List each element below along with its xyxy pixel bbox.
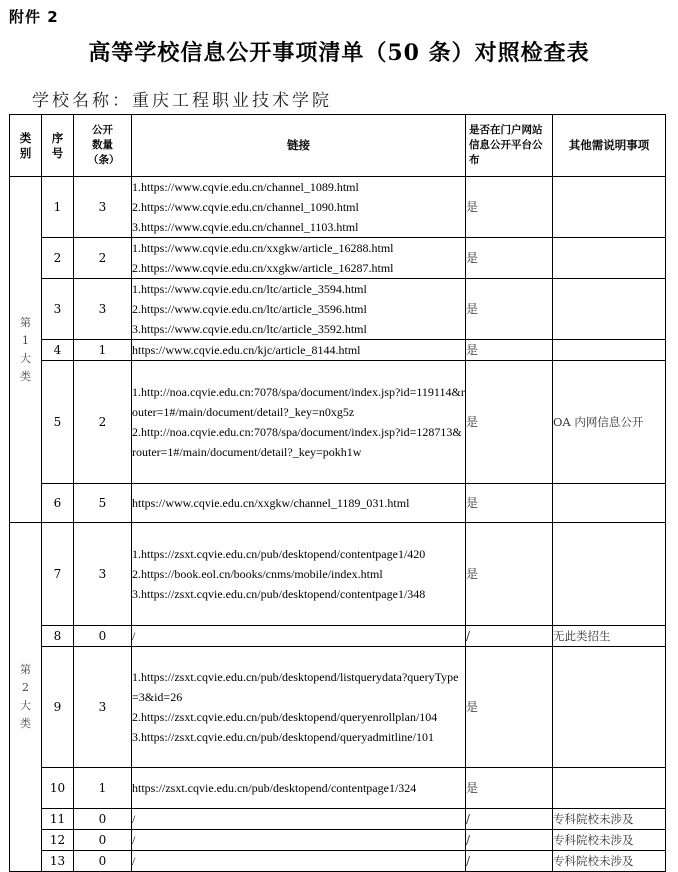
link-text[interactable]: 3.https://www.cqvie.edu.cn/ltc/article_3592.html: [132, 322, 367, 336]
category-label: 第2大类: [20, 663, 31, 730]
link-text[interactable]: 2.https://www.cqvie.edu.cn/ltc/article_3596.html: [132, 302, 367, 316]
row-note: 专科院校未涉及: [553, 851, 666, 872]
published-status: /: [466, 809, 553, 830]
link-text: /: [132, 812, 136, 826]
table-row: [10, 177, 666, 238]
link-text[interactable]: 2.https://www.cqvie.edu.cn/xxgkw/article_16287.html: [132, 261, 394, 275]
links-cell: [132, 809, 466, 830]
link-text[interactable]: 2.https://www.cqvie.edu.cn/channel_1090.html: [132, 200, 359, 214]
header-notes: 其他需说明事项: [553, 115, 666, 177]
row-count: 1: [74, 768, 132, 809]
attachment-label: 附件 2: [9, 8, 59, 26]
header-published: 是否在门户网站信息公开平台公布: [466, 115, 553, 177]
published-status: 是: [466, 177, 553, 238]
row-note: OA 内网信息公开: [553, 361, 666, 484]
row-count: 2: [74, 238, 132, 279]
row-count: 3: [74, 177, 132, 238]
links-cell: [132, 238, 466, 279]
links-cell: [132, 484, 466, 523]
checklist-table: [9, 114, 666, 872]
header-count: 公开数量（条）: [74, 115, 132, 177]
links-cell: [132, 361, 466, 484]
row-note: [553, 768, 666, 809]
row-note: [553, 238, 666, 279]
published-status: 是: [466, 768, 553, 809]
link-text[interactable]: 1.https://zsxt.cqvie.edu.cn/pub/desktopend/contentpage1/420: [132, 547, 426, 561]
published-status: 是: [466, 340, 553, 361]
row-index: 2: [42, 238, 74, 279]
link-text[interactable]: 1.https://www.cqvie.edu.cn/ltc/article_3594.html: [132, 282, 367, 296]
published-status: /: [466, 626, 553, 647]
category-label: 第1大类: [20, 315, 31, 383]
school-name: 学校名称：重庆工程职业技术学院: [32, 91, 332, 111]
published-status: /: [466, 851, 553, 872]
row-note: [553, 177, 666, 238]
link-text: /: [132, 833, 136, 847]
link-text[interactable]: https://zsxt.cqvie.edu.cn/pub/desktopend/contentpage1/324: [132, 781, 417, 795]
row-index: 11: [42, 809, 74, 830]
row-count: 3: [74, 279, 132, 340]
links-cell: [132, 523, 466, 626]
link-text[interactable]: 2.https://zsxt.cqvie.edu.cn/pub/desktopend/queryenrollplan/104: [132, 710, 438, 724]
table-row: [10, 523, 666, 626]
row-count: 0: [74, 851, 132, 872]
row-count: 0: [74, 809, 132, 830]
link-text[interactable]: 3.https://www.cqvie.edu.cn/channel_1103.html: [132, 220, 359, 234]
row-count: 5: [74, 484, 132, 523]
page-title: 高等学校信息公开事项清单（50 条）对照检查表: [88, 40, 590, 66]
row-index: 8: [42, 626, 74, 647]
link-text[interactable]: 1.https://zsxt.cqvie.edu.cn/pub/desktopend/listquerydata?queryType=3&id=26: [132, 670, 459, 704]
published-status: 是: [466, 238, 553, 279]
table-row: [10, 340, 666, 361]
link-text: /: [132, 854, 136, 868]
row-note: [553, 279, 666, 340]
row-note: [553, 523, 666, 626]
table-row: [10, 484, 666, 523]
links-cell: [132, 851, 466, 872]
table-row: [10, 647, 666, 768]
row-index: 13: [42, 851, 74, 872]
links-cell: [132, 626, 466, 647]
published-status: 是: [466, 484, 553, 523]
links-cell: [132, 647, 466, 768]
published-status: 是: [466, 279, 553, 340]
links-cell: [132, 177, 466, 238]
row-index: 1: [42, 177, 74, 238]
published-status: 是: [466, 361, 553, 484]
link-text[interactable]: 2.https://book.eol.cn/books/cnms/mobile/index.html: [132, 567, 383, 581]
link-text[interactable]: https://www.cqvie.edu.cn/xxgkw/channel_1189_031.html: [132, 496, 410, 510]
row-index: 12: [42, 830, 74, 851]
table-row: [10, 809, 666, 830]
table-row: [10, 238, 666, 279]
published-status: /: [466, 830, 553, 851]
row-count: 0: [74, 626, 132, 647]
table-row: [10, 830, 666, 851]
published-status: 是: [466, 523, 553, 626]
table-row: [10, 768, 666, 809]
row-count: 3: [74, 647, 132, 768]
link-text[interactable]: https://www.cqvie.edu.cn/kjc/article_8144.html: [132, 343, 361, 357]
table-row: [10, 626, 666, 647]
row-note: [553, 340, 666, 361]
header-category: 类别: [10, 115, 42, 177]
link-text[interactable]: 1.http://noa.cqvie.edu.cn:7078/spa/document/index.jsp?id=119114&router=1#/main/document/detail?_key=n0xg5z: [132, 385, 465, 419]
link-text: /: [132, 629, 136, 643]
row-note: 专科院校未涉及: [553, 809, 666, 830]
link-text[interactable]: 1.https://www.cqvie.edu.cn/channel_1089.html: [132, 180, 359, 194]
links-cell: [132, 768, 466, 809]
row-count: 0: [74, 830, 132, 851]
link-text[interactable]: 3.https://zsxt.cqvie.edu.cn/pub/desktopend/contentpage1/348: [132, 587, 426, 601]
link-text[interactable]: 3.https://zsxt.cqvie.edu.cn/pub/desktopend/queryadmitline/101: [132, 730, 434, 744]
row-count: 2: [74, 361, 132, 484]
links-cell: [132, 340, 466, 361]
category-cell: [10, 523, 42, 872]
row-index: 3: [42, 279, 74, 340]
row-count: 1: [74, 340, 132, 361]
row-note: 专科院校未涉及: [553, 830, 666, 851]
links-cell: [132, 279, 466, 340]
row-note: [553, 647, 666, 768]
row-note: [553, 484, 666, 523]
row-note: 无此类招生: [553, 626, 666, 647]
row-index: 4: [42, 340, 74, 361]
category-cell: [10, 177, 42, 523]
table-row: [10, 279, 666, 340]
header-index: 序号: [42, 115, 74, 177]
row-index: 7: [42, 523, 74, 626]
row-index: 5: [42, 361, 74, 484]
row-index: 10: [42, 768, 74, 809]
table-row: [10, 851, 666, 872]
header-links: 链接: [132, 115, 466, 177]
row-index: 6: [42, 484, 74, 523]
links-cell: [132, 830, 466, 851]
row-index: 9: [42, 647, 74, 768]
published-status: 是: [466, 647, 553, 768]
row-count: 3: [74, 523, 132, 626]
table-row: [10, 361, 666, 484]
link-text[interactable]: 1.https://www.cqvie.edu.cn/xxgkw/article_16288.html: [132, 241, 394, 255]
link-text[interactable]: 2.http://noa.cqvie.edu.cn:7078/spa/document/index.jsp?id=128713&router=1#/main/document/detail?_key=pokh1w: [132, 425, 462, 459]
